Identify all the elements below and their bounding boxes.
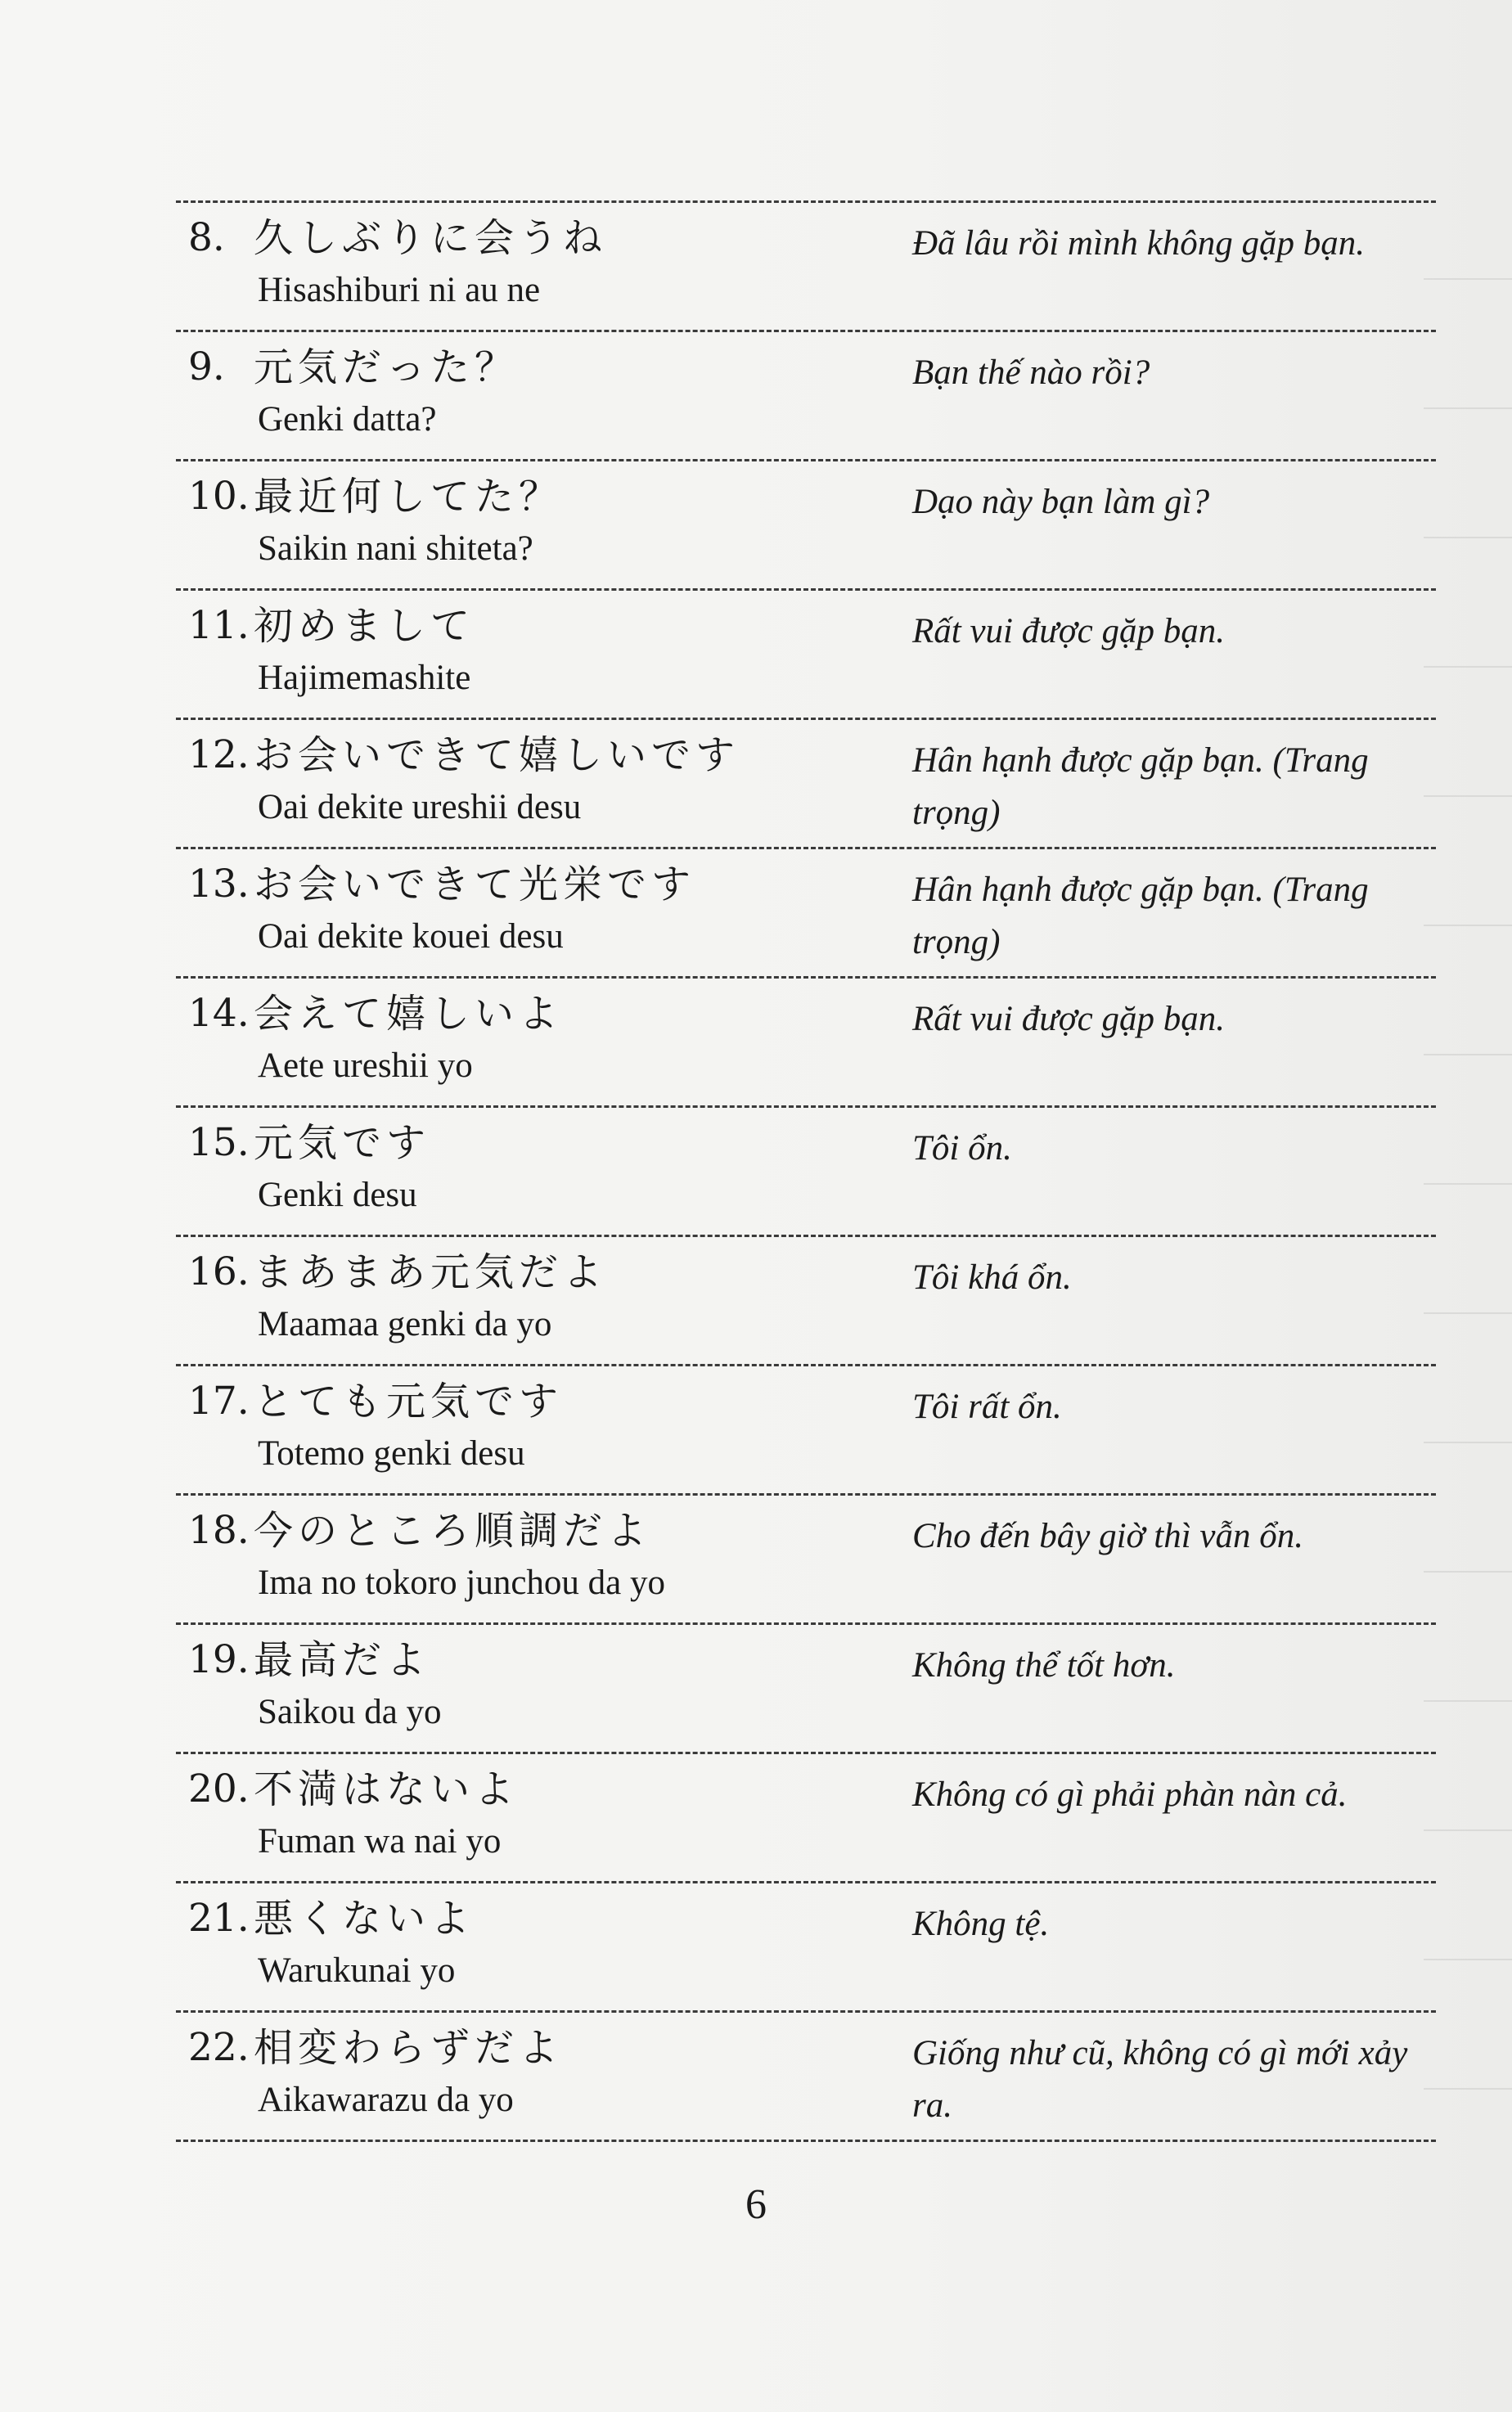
entry-number: 10.: [188, 474, 250, 519]
entry-number: 17.: [188, 1379, 250, 1424]
phrase-list: [176, 200, 1436, 2142]
japanese-phrase: 元気だった？: [254, 344, 520, 390]
romaji-reading: Saikin nani shiteta?: [258, 529, 533, 568]
japanese-phrase: まあまあ元気だよ: [254, 1249, 608, 1295]
show-through-texture: [1424, 155, 1512, 2119]
phrase-entry-9: [176, 332, 1436, 459]
japanese-phrase: 会えて嬉しいよ: [254, 991, 564, 1037]
romaji-reading: Hajimemashite: [258, 659, 471, 697]
phrase-entry-14: [176, 979, 1436, 1105]
entry-number: 13.: [188, 862, 250, 907]
vietnamese-translation: Tôi ổn.: [912, 1129, 1012, 1168]
entry-number: 11.: [188, 603, 250, 648]
entry-number: 19.: [188, 1637, 250, 1682]
phrase-entry-22: [176, 2013, 1436, 2140]
entry-number: 18.: [188, 1508, 250, 1553]
phrase-entry-18: [176, 1496, 1436, 1622]
vietnamese-translation: Không thể tốt hơn.: [912, 1646, 1176, 1685]
japanese-phrase: 最高だよ: [254, 1637, 431, 1683]
page-number: 6: [745, 2181, 767, 2228]
vietnamese-translation: Bạn thế nào rồi?: [912, 353, 1150, 392]
japanese-phrase: 初めまして: [254, 603, 475, 649]
romaji-reading: Saikou da yo: [258, 1693, 442, 1731]
entry-number: 20.: [188, 1766, 250, 1811]
vietnamese-translation: Hân hạnh được gặp bạn. (Trang trọng): [912, 741, 1369, 832]
vietnamese-translation: Tôi rất ổn.: [912, 1388, 1062, 1426]
phrase-entry-8: [176, 203, 1436, 330]
entry-number: 21.: [188, 1896, 250, 1941]
phrase-entry-21: [176, 1883, 1436, 2010]
romaji-reading: Fuman wa nai yo: [258, 1822, 502, 1861]
entry-number: 12.: [188, 732, 250, 777]
romaji-reading: Aikawarazu da yo: [258, 2081, 514, 2119]
phrase-entry-19: [176, 1625, 1436, 1752]
vietnamese-translation: Dạo này bạn làm gì?: [912, 483, 1210, 521]
vietnamese-translation: Giống như cũ, không có gì mới xảy ra.: [912, 2034, 1408, 2125]
entry-number: 9.: [188, 344, 225, 389]
phrase-entry-20: [176, 1754, 1436, 1881]
entry-number: 15.: [188, 1120, 250, 1165]
japanese-phrase: 相変わらずだよ: [254, 2025, 564, 2071]
phrase-entry-12: [176, 720, 1436, 847]
vietnamese-translation: Hân hạnh được gặp bạn. (Trang trọng): [912, 871, 1369, 961]
vietnamese-translation: Tôi khá ổn.: [912, 1258, 1072, 1297]
romaji-reading: Ima no tokoro junchou da yo: [258, 1564, 665, 1602]
romaji-reading: Maamaa genki da yo: [258, 1305, 552, 1343]
vietnamese-translation: Cho đến bây giờ thì vẫn ổn.: [912, 1517, 1303, 1555]
japanese-phrase: とても元気です: [254, 1379, 564, 1424]
romaji-reading: Hisashiburi ni au ne: [258, 271, 541, 309]
romaji-reading: Oai dekite kouei desu: [258, 917, 564, 956]
romaji-reading: Oai dekite ureshii desu: [258, 788, 582, 826]
entry-number: 8.: [188, 215, 225, 260]
romaji-reading: Aete ureshii yo: [258, 1046, 473, 1085]
vietnamese-translation: Không tệ.: [912, 1905, 1050, 1943]
japanese-phrase: お会いできて嬉しいです: [254, 732, 740, 778]
phrase-entry-16: [176, 1237, 1436, 1364]
entry-number: 22.: [188, 2025, 250, 2070]
phrase-entry-13: [176, 849, 1436, 976]
japanese-phrase: 不満はないよ: [254, 1766, 520, 1812]
entry-number: 14.: [188, 991, 250, 1036]
vietnamese-translation: Rất vui được gặp bạn.: [912, 1000, 1225, 1038]
phrase-entry-17: [176, 1366, 1436, 1493]
romaji-reading: Genki datta?: [258, 400, 437, 439]
vietnamese-translation: Rất vui được gặp bạn.: [912, 612, 1225, 650]
japanese-phrase: お会いできて光栄です: [254, 862, 696, 907]
romaji-reading: Totemo genki desu: [258, 1434, 525, 1473]
romaji-reading: Warukunai yo: [258, 1951, 456, 1990]
phrase-entry-10: [176, 461, 1436, 588]
romaji-reading: Genki desu: [258, 1176, 417, 1214]
phrase-entry-15: [176, 1108, 1436, 1235]
japanese-phrase: 久しぶりに会うね: [254, 215, 608, 261]
separator: [176, 2140, 1436, 2142]
japanese-phrase: 今のところ順調だよ: [254, 1508, 652, 1554]
entry-number: 16.: [188, 1249, 250, 1294]
vietnamese-translation: Đã lâu rồi mình không gặp bạn.: [912, 224, 1366, 263]
japanese-phrase: 元気です: [254, 1120, 431, 1166]
phrase-entry-11: [176, 591, 1436, 718]
japanese-phrase: 悪くないよ: [254, 1896, 475, 1942]
japanese-phrase: 最近何してた？: [254, 474, 564, 520]
vietnamese-translation: Không có gì phải phàn nàn cả.: [912, 1775, 1348, 1814]
